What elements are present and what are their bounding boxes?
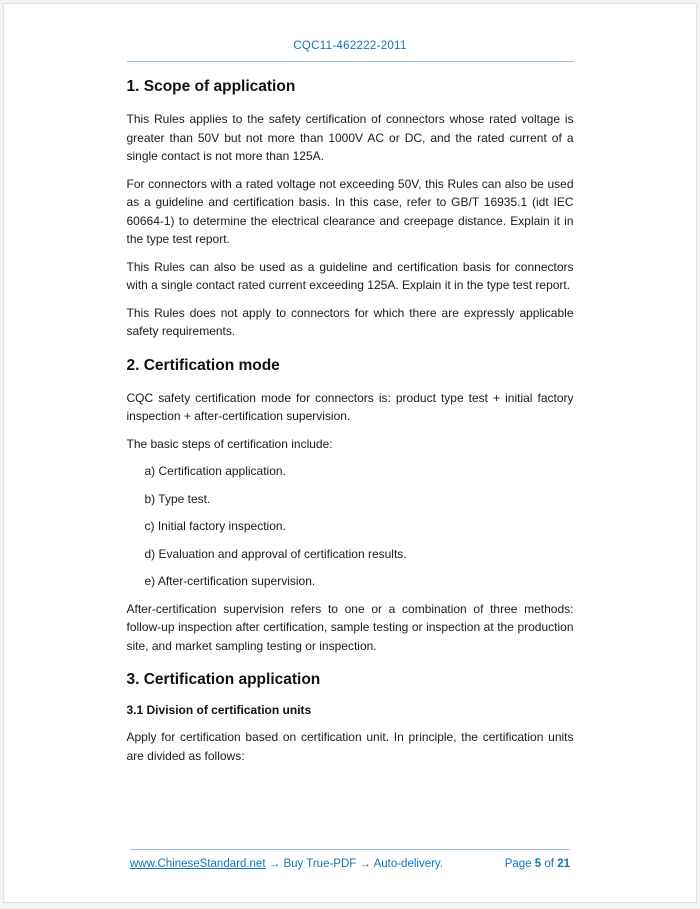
- certification-steps-list: [145, 462, 574, 591]
- section-1-paragraph-4: This Rules does not apply to connectors for which there are expressly applicable safety requirements.: [126, 305, 574, 338]
- section-2-paragraph-3: After-certification supervision refers to one or a combination of three methods: follow-up inspection after certification, sample testing or inspection at the production site, and market sampling testing or inspection.: [126, 601, 574, 653]
- list-item-c: c) Initial factory inspection.: [144, 519, 286, 533]
- page-header: [127, 4, 574, 62]
- header-rule: [127, 61, 574, 62]
- section-1-paragraph-2: For connectors with a rated voltage not exceeding 50V, this Rules can also be used as a guideline and certification basis. In this case, refer to GB/T 16935.1 (idt IEC 60664-1) to determine the electrical clearance and creepage distance. Explain it in the type test report.: [126, 176, 574, 246]
- document-body: [127, 78, 574, 765]
- section-1-paragraph-1: This Rules applies to the safety certification of connectors whose rated voltage is greater than 50V but not more than 1000V AC or DC, and the rated current of a single contact is not more than 125A.: [126, 112, 574, 163]
- page-total: 21: [557, 858, 570, 870]
- of-label: of: [544, 858, 554, 870]
- list-item-b: b) Type test.: [144, 491, 211, 506]
- arrow-icon: →: [359, 858, 371, 870]
- section-2-heading: 2. Certification mode: [126, 356, 280, 374]
- auto-delivery-text: Auto-delivery.: [373, 858, 444, 870]
- section-3-1-subheading: 3.1 Division of certification units: [126, 703, 312, 717]
- chinesestandard-link[interactable]: www.ChineseStandard.net: [130, 858, 266, 870]
- list-item-a: a) Certification application.: [144, 464, 286, 478]
- document-page: [3, 3, 697, 903]
- document-number: CQC11-462222-2011: [293, 40, 407, 52]
- section-1-heading: 1. Scope of application: [126, 78, 296, 95]
- page-current: 5: [534, 858, 542, 870]
- section-3-paragraph-1: Apply for certification based on certification unit. In principle, the certification units are divided as follows:: [126, 730, 574, 763]
- footer-branding: [130, 858, 443, 870]
- page-label: Page: [504, 858, 532, 870]
- footer-row: [130, 850, 570, 870]
- content-column: [127, 4, 574, 765]
- buy-pdf-text: Buy True-PDF: [283, 858, 357, 870]
- page-indicator: [505, 858, 570, 870]
- section-2-paragraph-1: CQC safety certification mode for connectors is: product type test + initial factory inspection + after-certification supervision.: [126, 390, 574, 423]
- section-2-paragraph-2: The basic steps of certification include:: [126, 436, 333, 451]
- page-footer: [130, 840, 570, 870]
- section-1-paragraph-3: This Rules can also be used as a guideline and certification basis for connectors with a single contact rated current exceeding 125A. Explain it in the type test report.: [126, 259, 574, 292]
- arrow-icon: →: [268, 858, 281, 870]
- list-item-e: e) After-certification supervision.: [144, 574, 316, 588]
- section-3-heading: 3. Certification application: [126, 671, 321, 688]
- list-item-d: d) Evaluation and approval of certification results.: [144, 546, 407, 561]
